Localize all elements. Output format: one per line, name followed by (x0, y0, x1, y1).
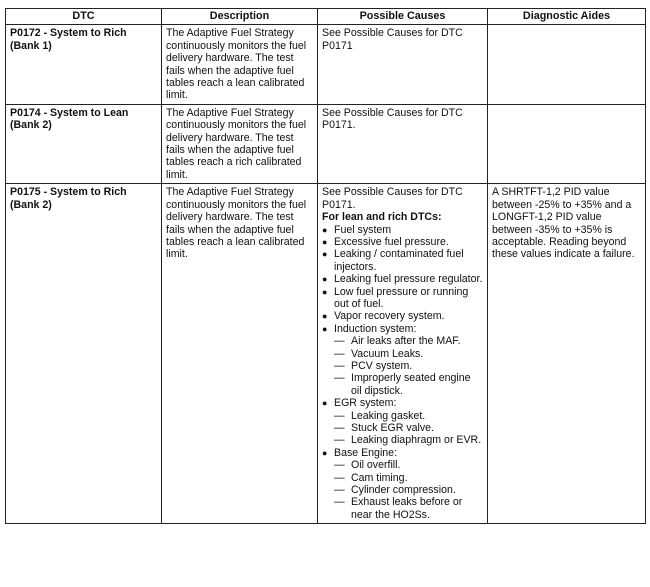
cause-subitem-text: Stuck EGR valve. (351, 422, 435, 434)
cause-subitem (334, 410, 483, 422)
description-cell: The Adaptive Fuel Strategy continuously monitors the fuel delivery hardware. The test fails when the adaptive fuel tables reach a lean calibrated limit. (162, 184, 318, 524)
causes-cell: See Possible Causes for DTC P0171 (318, 25, 488, 104)
description-cell: The Adaptive Fuel Strategy continuously monitors the fuel delivery hardware. The test fails when the adaptive fuel tables reach a rich calibrated limit. (162, 104, 318, 183)
cause-subitem (334, 360, 483, 372)
cause-sublist (334, 459, 483, 521)
cause-text: Fuel system (334, 223, 392, 236)
table-row (6, 184, 646, 524)
cause-subitem (334, 348, 483, 360)
cause-subitem-text: Leaking diaphragm or EVR. (351, 434, 482, 447)
cause-subitem (334, 459, 483, 471)
bullet-icon: ● (322, 286, 328, 297)
cause-item (322, 323, 483, 397)
header-diagnostic-aides: Diagnostic Aides (488, 9, 646, 25)
aides-cell (488, 104, 646, 183)
aides-cell: A SHRTFT-1,2 PID value between -25% to +35% and a LONGFT-1,2 PID value between -35% to +35% is acceptable. Reading beyond these values indicate a failure. (488, 184, 646, 524)
bullet-icon: ● (322, 274, 328, 285)
cause-subitem (334, 472, 483, 484)
cause-subitem (334, 484, 483, 496)
causes-heading: For lean and rich DTCs: (322, 211, 442, 224)
cause-item (322, 224, 483, 236)
bullet-icon: ● (322, 224, 328, 235)
aides-cell (488, 25, 646, 104)
header-possible-causes: Possible Causes (318, 9, 488, 25)
cause-subitem-text: Cylinder compression. (351, 484, 456, 497)
dash-icon: — (334, 484, 345, 497)
cause-sublist (334, 410, 483, 447)
cause-subitem (334, 496, 483, 521)
cause-item (322, 310, 483, 322)
bullet-icon: ● (322, 323, 328, 334)
cause-subitem-text: Exhaust leaks before or near the HO2Ss. (351, 496, 463, 521)
cause-subitem-text: Oil overfill. (351, 459, 401, 472)
description-cell: The Adaptive Fuel Strategy continuously monitors the fuel delivery hardware. The test fails when the adaptive fuel tables reach a lean calibrated limit. (162, 25, 318, 104)
cause-text: Leaking / contaminated fuel injectors. (334, 248, 464, 273)
dash-icon: — (334, 496, 345, 509)
cause-sublist (334, 335, 483, 397)
causes-intro: See Possible Causes for DTC P0171. (322, 186, 463, 211)
cause-text: Leaking fuel pressure regulator. (334, 273, 483, 286)
dash-icon: — (334, 335, 345, 348)
table-row (6, 25, 646, 104)
dtc-cell: P0172 - System to Rich (Bank 1) (6, 25, 162, 104)
cause-subitem-text: Improperly seated engine oil dipstick. (351, 372, 471, 397)
causes-list (322, 224, 483, 522)
cause-text: Base Engine: (334, 446, 398, 459)
dash-icon: — (334, 359, 345, 372)
bullet-icon: ● (322, 311, 328, 322)
bullet-icon: ● (322, 398, 328, 409)
cause-item (322, 447, 483, 521)
dtc-table (5, 8, 646, 524)
cause-item (322, 236, 483, 248)
table-row (6, 104, 646, 183)
cause-text: Vapor recovery system. (334, 310, 445, 323)
cause-item (322, 397, 483, 447)
causes-cell: See Possible Causes for DTC P0171. (318, 104, 488, 183)
dash-icon: — (334, 422, 345, 434)
bullet-icon: ● (322, 249, 328, 260)
cause-text: Induction system: (334, 322, 417, 335)
cause-item (322, 248, 483, 273)
cause-subitem-text: Cam timing. (351, 471, 408, 484)
cause-subitem (334, 372, 483, 397)
bullet-icon: ● (322, 236, 328, 247)
dash-icon: — (334, 347, 345, 360)
cause-text: EGR system: (334, 397, 397, 410)
bullet-icon: ● (322, 447, 328, 458)
cause-subitem-text: Air leaks after the MAF. (351, 335, 461, 348)
dash-icon: — (334, 471, 345, 484)
dash-icon: — (334, 434, 345, 447)
cause-subitem-text: Leaking gasket. (351, 409, 426, 422)
causes-cell (318, 184, 488, 524)
header-description: Description (162, 9, 318, 25)
cause-subitem (334, 434, 483, 446)
cause-subitem (334, 335, 483, 347)
cause-item (322, 286, 483, 311)
cause-subitem (334, 422, 483, 434)
header-dtc: DTC (6, 9, 162, 25)
cause-text: Excessive fuel pressure. (334, 235, 449, 248)
dash-icon: — (334, 409, 345, 422)
dtc-cell: P0174 - System to Lean (Bank 2) (6, 104, 162, 183)
cause-text: Low fuel pressure or running out of fuel. (334, 285, 469, 310)
dash-icon: — (334, 459, 345, 472)
cause-subitem-text: PCV system. (351, 359, 413, 372)
dtc-cell: P0175 - System to Rich (Bank 2) (6, 184, 162, 524)
cause-subitem-text: Vacuum Leaks. (351, 347, 424, 360)
cause-item (322, 273, 483, 285)
header-row (6, 9, 646, 25)
dash-icon: — (334, 372, 345, 385)
